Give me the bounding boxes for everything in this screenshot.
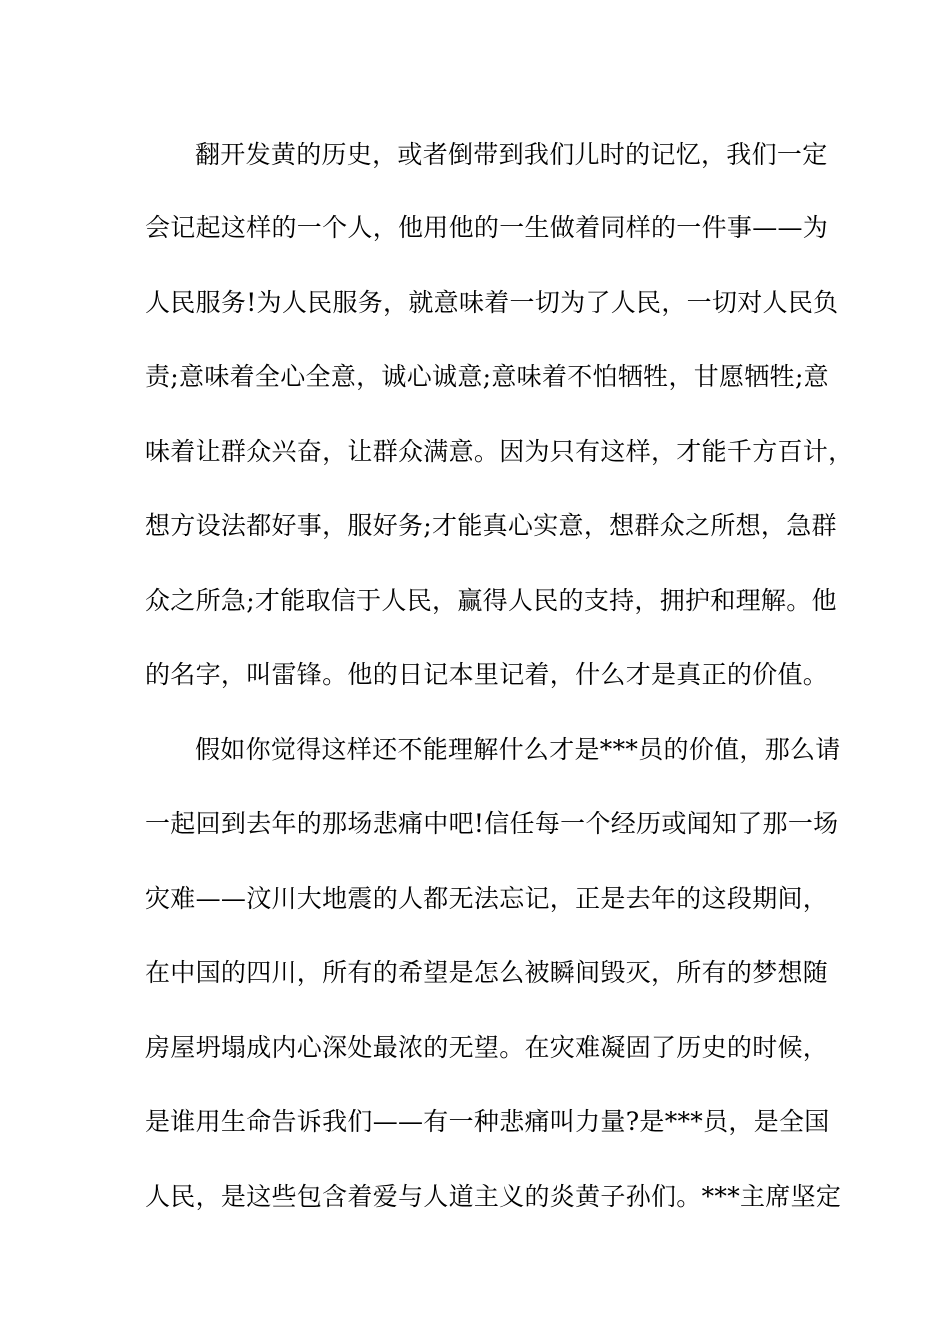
paragraph-2-line-7: 人民，是这些包含着爱与人道主义的炎黄子孙们。***主席坚定: [145, 1182, 842, 1211]
paragraph-2-line-6: 是谁用生命告诉我们——有一种悲痛叫力量?是***员，是全国: [145, 1107, 830, 1136]
paragraph-1-line-3: 人民服务!为人民服务，就意味着一切为了人民，一切对人民负: [145, 288, 839, 317]
paragraph-2-line-1: 假如你觉得这样还不能理解什么才是***员的价值，那么请: [195, 735, 841, 764]
paragraph-1-line-5: 味着让群众兴奋，让群众满意。因为只有这样，才能千方百计，: [145, 437, 854, 466]
paragraph-2-line-2: 一起回到去年的那场悲痛中吧!信任每一个经历或闻知了那一场: [145, 809, 839, 838]
paragraph-2-line-3: 灾难——汶川大地震的人都无法忘记，正是去年的这段期间，: [145, 884, 829, 913]
paragraph-2-line-5: 房屋坍塌成内心深处最浓的无望。在灾难凝固了历史的时候，: [145, 1033, 829, 1062]
paragraph-1-line-6: 想方设法都好事，服好务;才能真心实意，想群众之所想，急群: [145, 511, 837, 540]
paragraph-1-line-2: 会记起这样的一个人，他用他的一生做着同样的一件事——为: [145, 213, 829, 242]
paragraph-1-line-1: 翻开发黄的历史，或者倒带到我们儿时的记忆，我们一定: [195, 140, 828, 169]
paragraph-1-line-7: 众之所急;才能取信于人民，赢得人民的支持，拥护和理解。他: [145, 586, 837, 615]
paragraph-1-line-8: 的名字，叫雷锋。他的日记本里记着，什么才是真正的价值。: [145, 660, 829, 689]
paragraph-2-line-4: 在中国的四川，所有的希望是怎么被瞬间毁灭，所有的梦想随: [145, 958, 829, 987]
paragraph-1-line-4: 责;意味着全心全意，诚心诚意;意味着不怕牺牲，甘愿牺牲;意: [145, 362, 829, 391]
